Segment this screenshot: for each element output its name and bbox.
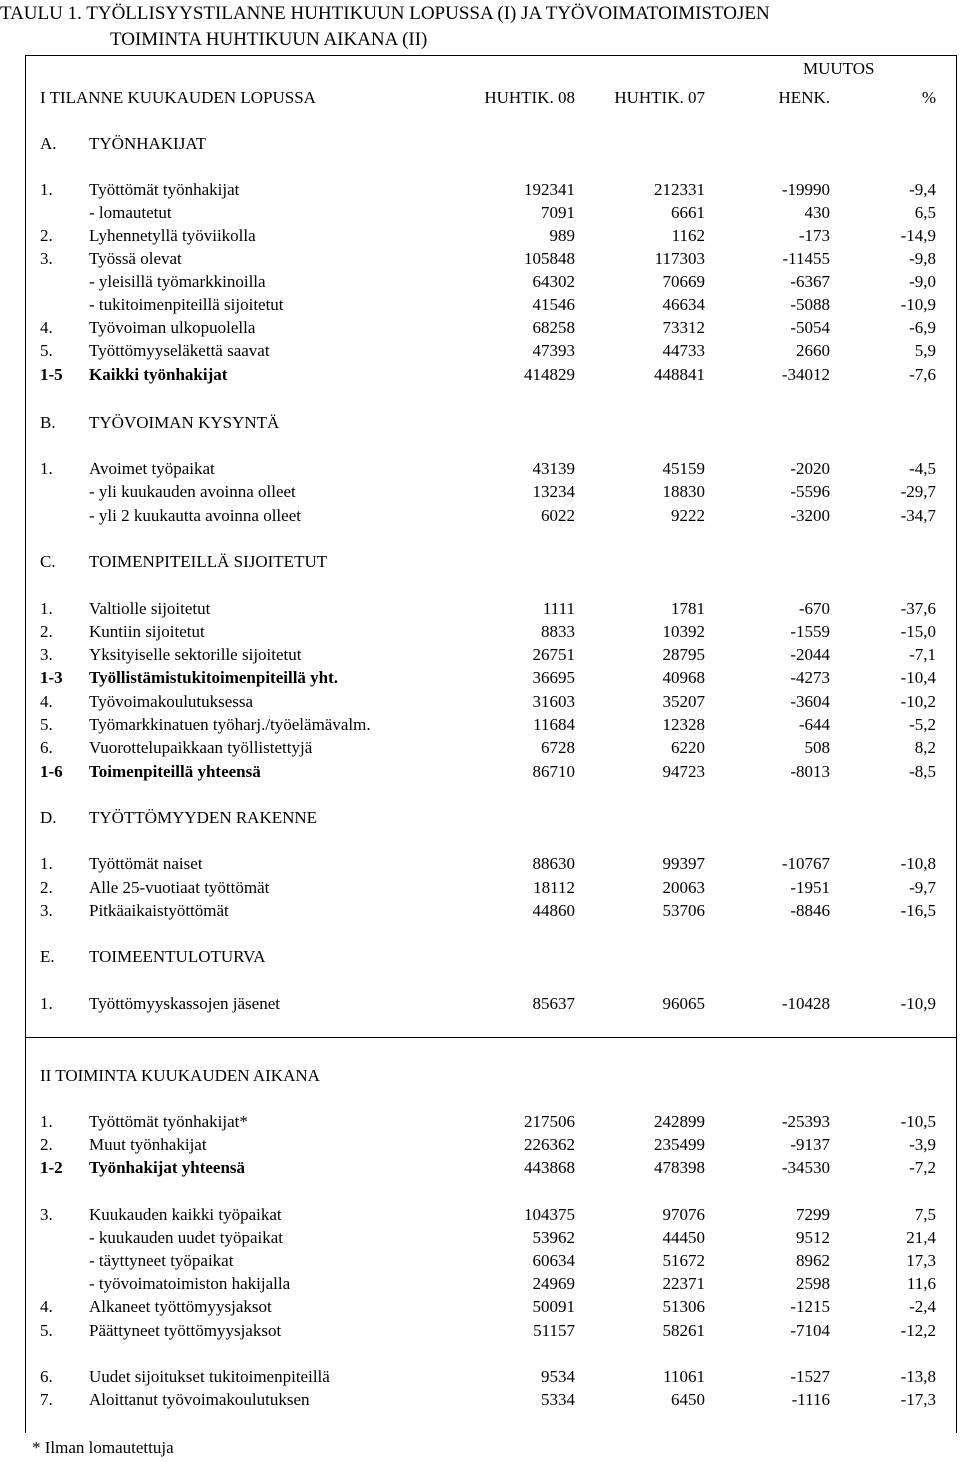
row-label: Työttömyyskassojen jäsenet bbox=[89, 994, 280, 1013]
cell-v4: 11,6 bbox=[906, 1274, 936, 1293]
row-label: Työttömyyseläkettä saavat bbox=[89, 341, 270, 360]
cell-v1: 13234 bbox=[532, 482, 575, 501]
cell-v4: 8,2 bbox=[914, 738, 936, 757]
cell-v4: -7,2 bbox=[909, 1158, 936, 1177]
section-c-num: C. bbox=[40, 552, 56, 571]
cell-v1: 24969 bbox=[532, 1274, 575, 1293]
cell-v3: -173 bbox=[798, 226, 830, 245]
cell-v1: 6022 bbox=[541, 506, 575, 525]
cell-v1: 68258 bbox=[532, 318, 575, 337]
row-label: - yleisillä työmarkkinoilla bbox=[89, 272, 266, 291]
cell-v2: 20063 bbox=[662, 878, 705, 897]
row-label: Työvoiman ulkopuolella bbox=[89, 318, 256, 337]
row-label: - tukitoimenpiteillä sijoitetut bbox=[89, 295, 284, 314]
cell-v2: 235499 bbox=[654, 1135, 705, 1154]
cell-v1: 36695 bbox=[532, 668, 575, 687]
cell-v2: 10392 bbox=[662, 622, 705, 641]
cell-v3: -1527 bbox=[790, 1367, 830, 1386]
cell-v4: 17,3 bbox=[906, 1251, 936, 1270]
row-number: 2. bbox=[40, 1135, 53, 1154]
cell-v1: 192341 bbox=[524, 180, 575, 199]
cell-v1: 443868 bbox=[524, 1158, 575, 1177]
cell-v3: -2020 bbox=[790, 459, 830, 478]
section-a-title: TYÖNHAKIJAT bbox=[89, 134, 207, 153]
cell-v1: 86710 bbox=[532, 762, 575, 781]
section-a-num: A. bbox=[40, 134, 57, 153]
cell-v4: -4,5 bbox=[909, 459, 936, 478]
cell-v2: 9222 bbox=[671, 506, 705, 525]
row-label: Kuukauden kaikki työpaikat bbox=[89, 1205, 282, 1224]
cell-v2: 212331 bbox=[654, 180, 705, 199]
row-label: Työssä olevat bbox=[89, 249, 182, 268]
row-label: Aloittanut työvoimakoulutuksen bbox=[89, 1390, 310, 1409]
row-number: 4. bbox=[40, 1297, 53, 1316]
row-label: Kaikki työnhakijat bbox=[89, 365, 228, 384]
cell-v4: -13,8 bbox=[900, 1367, 936, 1386]
header-col-2: HUHTIK. 07 bbox=[614, 88, 705, 107]
section-b-num: B. bbox=[40, 413, 56, 432]
row-number: 6. bbox=[40, 738, 53, 757]
cell-v4: -5,2 bbox=[909, 715, 936, 734]
cell-v1: 226362 bbox=[524, 1135, 575, 1154]
cell-v1: 8833 bbox=[541, 622, 575, 641]
row-label: Vuorottelupaikkaan työllistettyjä bbox=[89, 738, 313, 757]
cell-v1: 41546 bbox=[532, 295, 575, 314]
cell-v2: 242899 bbox=[654, 1112, 705, 1131]
cell-v3: 2660 bbox=[796, 341, 830, 360]
row-label: Alkaneet työttömyysjaksot bbox=[89, 1297, 272, 1316]
cell-v3: 2598 bbox=[796, 1274, 830, 1293]
cell-v2: 18830 bbox=[662, 482, 705, 501]
cell-v2: 96065 bbox=[662, 994, 705, 1013]
cell-v2: 70669 bbox=[662, 272, 705, 291]
cell-v4: -12,2 bbox=[900, 1321, 936, 1340]
cell-v3: -670 bbox=[798, 599, 830, 618]
row-label: Valtiolle sijoitetut bbox=[89, 599, 211, 618]
row-number: 1-2 bbox=[40, 1158, 63, 1177]
cell-v4: -17,3 bbox=[900, 1390, 936, 1409]
cell-v4: 21,4 bbox=[906, 1228, 936, 1247]
row-number: 7. bbox=[40, 1390, 53, 1409]
row-number: 2. bbox=[40, 622, 53, 641]
cell-v2: 44450 bbox=[662, 1228, 705, 1247]
cell-v1: 51157 bbox=[533, 1321, 575, 1340]
header-col-4: % bbox=[921, 88, 936, 107]
cell-v2: 11061 bbox=[663, 1367, 705, 1386]
cell-v4: -8,5 bbox=[909, 762, 936, 781]
cell-v4: -7,1 bbox=[909, 645, 936, 664]
section-d-title: TYÖTTÖMYYDEN RAKENNE bbox=[89, 808, 318, 827]
cell-v4: -10,9 bbox=[900, 295, 936, 314]
title-line-2: TOIMINTA HUHTIKUUN AIKANA (II) bbox=[110, 29, 428, 50]
cell-v3: -2044 bbox=[790, 645, 830, 664]
footnote: * Ilman lomautettuja bbox=[32, 1438, 174, 1457]
row-number: 1. bbox=[40, 1112, 53, 1131]
row-label: Muut työnhakijat bbox=[89, 1135, 207, 1154]
cell-v4: -9,0 bbox=[909, 272, 936, 291]
row-label: Työllistämistukitoimenpiteillä yht. bbox=[89, 668, 339, 687]
cell-v1: 85637 bbox=[532, 994, 575, 1013]
cell-v4: -15,0 bbox=[900, 622, 936, 641]
row-number: 1. bbox=[40, 854, 53, 873]
cell-v4: -10,5 bbox=[900, 1112, 936, 1131]
cell-v4: -10,4 bbox=[900, 668, 936, 687]
row-number: 5. bbox=[40, 715, 53, 734]
cell-v2: 97076 bbox=[662, 1205, 705, 1224]
cell-v1: 43139 bbox=[532, 459, 575, 478]
cell-v2: 6220 bbox=[671, 738, 705, 757]
row-number: 1. bbox=[40, 599, 53, 618]
row-label: - täyttyneet työpaikat bbox=[89, 1251, 234, 1270]
cell-v2: 94723 bbox=[662, 762, 705, 781]
cell-v2: 28795 bbox=[662, 645, 705, 664]
row-label: Työmarkkinatuen työharj./työelämävalm. bbox=[89, 715, 371, 734]
cell-v3: -34530 bbox=[781, 1158, 830, 1177]
row-label: Uudet sijoitukset tukitoimenpiteillä bbox=[89, 1367, 330, 1386]
cell-v4: 6,5 bbox=[914, 203, 936, 222]
cell-v4: -10,8 bbox=[900, 854, 936, 873]
row-number: 2. bbox=[40, 226, 53, 245]
cell-v1: 60634 bbox=[532, 1251, 575, 1270]
cell-v2: 1162 bbox=[671, 226, 705, 245]
cell-v2: 73312 bbox=[662, 318, 705, 337]
cell-v4: -16,5 bbox=[900, 901, 936, 920]
cell-v4: -10,9 bbox=[900, 994, 936, 1013]
cell-v1: 88630 bbox=[532, 854, 575, 873]
cell-v3: -9137 bbox=[790, 1135, 830, 1154]
cell-v3: 7299 bbox=[796, 1205, 830, 1224]
cell-v3: -10767 bbox=[781, 854, 830, 873]
cell-v2: 58261 bbox=[662, 1321, 705, 1340]
cell-v1: 11684 bbox=[533, 715, 575, 734]
row-label: Toimenpiteillä yhteensä bbox=[89, 762, 261, 781]
cell-v1: 5334 bbox=[541, 1390, 575, 1409]
section-1-title: I TILANNE KUUKAUDEN LOPUSSA bbox=[40, 88, 316, 107]
cell-v1: 53962 bbox=[532, 1228, 575, 1247]
cell-v3: -1559 bbox=[790, 622, 830, 641]
cell-v2: 44733 bbox=[662, 341, 705, 360]
cell-v3: -6367 bbox=[790, 272, 830, 291]
row-number: 4. bbox=[40, 692, 53, 711]
cell-v4: -37,6 bbox=[900, 599, 936, 618]
cell-v4: -10,2 bbox=[900, 692, 936, 711]
cell-v1: 989 bbox=[549, 226, 575, 245]
cell-v2: 12328 bbox=[662, 715, 705, 734]
cell-v3: -19990 bbox=[781, 180, 830, 199]
cell-v2: 448841 bbox=[654, 365, 705, 384]
row-number: 3. bbox=[40, 1205, 53, 1224]
row-number: 2. bbox=[40, 878, 53, 897]
cell-v2: 1781 bbox=[671, 599, 705, 618]
cell-v2: 53706 bbox=[662, 901, 705, 920]
cell-v3: 9512 bbox=[796, 1228, 830, 1247]
row-number: 1-6 bbox=[40, 762, 63, 781]
cell-v1: 50091 bbox=[532, 1297, 575, 1316]
cell-v2: 51306 bbox=[662, 1297, 705, 1316]
cell-v2: 51672 bbox=[662, 1251, 705, 1270]
row-number: 5. bbox=[40, 341, 53, 360]
section-e-title: TOIMEENTULOTURVA bbox=[89, 947, 266, 966]
cell-v3: -1951 bbox=[790, 878, 830, 897]
cell-v3: -4273 bbox=[790, 668, 830, 687]
cell-v4: 5,9 bbox=[914, 341, 936, 360]
cell-v1: 7091 bbox=[541, 203, 575, 222]
cell-v3: -1116 bbox=[791, 1390, 830, 1409]
cell-v1: 26751 bbox=[532, 645, 575, 664]
cell-v1: 47393 bbox=[532, 341, 575, 360]
cell-v3: -644 bbox=[798, 715, 830, 734]
cell-v2: 6661 bbox=[671, 203, 705, 222]
cell-v4: -7,6 bbox=[909, 365, 936, 384]
cell-v4: -9,7 bbox=[909, 878, 936, 897]
cell-v2: 45159 bbox=[662, 459, 705, 478]
cell-v3: -5054 bbox=[790, 318, 830, 337]
cell-v1: 9534 bbox=[541, 1367, 575, 1386]
cell-v1: 217506 bbox=[524, 1112, 575, 1131]
cell-v3: 430 bbox=[804, 203, 830, 222]
cell-v1: 64302 bbox=[532, 272, 575, 291]
cell-v3: -10428 bbox=[781, 994, 830, 1013]
cell-v4: -2,4 bbox=[909, 1297, 936, 1316]
row-label: Lyhennetyllä työviikolla bbox=[89, 226, 256, 245]
row-label: - lomautetut bbox=[89, 203, 172, 222]
section-d-num: D. bbox=[40, 808, 57, 827]
header-col-1: HUHTIK. 08 bbox=[484, 88, 575, 107]
cell-v3: -3200 bbox=[790, 506, 830, 525]
cell-v3: -5596 bbox=[790, 482, 830, 501]
cell-v1: 104375 bbox=[524, 1205, 575, 1224]
row-label: Työttömät työnhakijat* bbox=[89, 1112, 248, 1131]
row-label: Pitkäaikaistyöttömät bbox=[89, 901, 229, 920]
cell-v4: -14,9 bbox=[900, 226, 936, 245]
row-number: 5. bbox=[40, 1321, 53, 1340]
cell-v1: 18112 bbox=[533, 878, 575, 897]
cell-v4: -34,7 bbox=[900, 506, 936, 525]
row-label: Kuntiin sijoitetut bbox=[89, 622, 205, 641]
section-b-title: TYÖVOIMAN KYSYNTÄ bbox=[89, 413, 280, 432]
cell-v1: 414829 bbox=[524, 365, 575, 384]
header-col-3: HENK. bbox=[778, 88, 830, 107]
row-number: 3. bbox=[40, 645, 53, 664]
cell-v2: 117303 bbox=[654, 249, 705, 268]
cell-v3: -25393 bbox=[781, 1112, 830, 1131]
cell-v2: 35207 bbox=[662, 692, 705, 711]
row-number: 4. bbox=[40, 318, 53, 337]
cell-v1: 1111 bbox=[542, 599, 575, 618]
cell-v4: -9,8 bbox=[909, 249, 936, 268]
row-number: 1-5 bbox=[40, 365, 63, 384]
row-number: 1. bbox=[40, 459, 53, 478]
header-muutos: MUUTOS bbox=[803, 59, 875, 78]
cell-v2: 99397 bbox=[662, 854, 705, 873]
cell-v2: 6450 bbox=[671, 1390, 705, 1409]
row-label: - kuukauden uudet työpaikat bbox=[89, 1228, 284, 1247]
row-label: Alle 25-vuotiaat työttömät bbox=[89, 878, 270, 897]
cell-v4: -6,9 bbox=[909, 318, 936, 337]
cell-v3: -8013 bbox=[790, 762, 830, 781]
cell-v3: -34012 bbox=[781, 365, 830, 384]
cell-v1: 6728 bbox=[541, 738, 575, 757]
cell-v3: -7104 bbox=[790, 1321, 830, 1340]
cell-v2: 22371 bbox=[662, 1274, 705, 1293]
cell-v4: 7,5 bbox=[914, 1205, 936, 1224]
row-label: Työvoimakoulutuksessa bbox=[89, 692, 254, 711]
row-label: Työttömät työnhakijat bbox=[89, 180, 240, 199]
cell-v2: 478398 bbox=[654, 1158, 705, 1177]
row-label: Avoimet työpaikat bbox=[89, 459, 215, 478]
cell-v2: 40968 bbox=[662, 668, 705, 687]
cell-v1: 31603 bbox=[532, 692, 575, 711]
cell-v3: -1215 bbox=[790, 1297, 830, 1316]
cell-v3: 508 bbox=[804, 738, 830, 757]
row-label: Työttömät naiset bbox=[89, 854, 203, 873]
cell-v2: 46634 bbox=[662, 295, 705, 314]
row-number: 6. bbox=[40, 1367, 53, 1386]
title-line-1: TAULU 1. TYÖLLISYYSTILANNE HUHTIKUUN LOPUSSA (I) JA TYÖVOIMATOIMISTOJEN bbox=[0, 3, 770, 24]
cell-v4: -29,7 bbox=[900, 482, 936, 501]
row-label: - yli 2 kuukautta avoinna olleet bbox=[89, 506, 301, 525]
cell-v4: -3,9 bbox=[909, 1135, 936, 1154]
cell-v1: 44860 bbox=[532, 901, 575, 920]
row-label: - yli kuukauden avoinna olleet bbox=[89, 482, 296, 501]
row-number: 3. bbox=[40, 901, 53, 920]
cell-v3: -8846 bbox=[790, 901, 830, 920]
cell-v1: 105848 bbox=[524, 249, 575, 268]
cell-v4: -9,4 bbox=[909, 180, 936, 199]
row-number: 1. bbox=[40, 180, 53, 199]
row-label: - työvoimatoimiston hakijalla bbox=[89, 1274, 291, 1293]
row-number: 3. bbox=[40, 249, 53, 268]
section-e-num: E. bbox=[40, 947, 55, 966]
cell-v3: -11455 bbox=[782, 249, 830, 268]
row-number: 1. bbox=[40, 994, 53, 1013]
cell-v3: -5088 bbox=[790, 295, 830, 314]
row-number: 1-3 bbox=[40, 668, 63, 687]
section-divider bbox=[25, 1037, 957, 1038]
section-2-title: II TOIMINTA KUUKAUDEN AIKANA bbox=[40, 1066, 320, 1085]
row-label: Työnhakijat yhteensä bbox=[89, 1158, 246, 1177]
row-label: Päättyneet työttömyysjaksot bbox=[89, 1321, 282, 1340]
cell-v3: 8962 bbox=[796, 1251, 830, 1270]
cell-v3: -3604 bbox=[790, 692, 830, 711]
section-c-title: TOIMENPITEILLÄ SIJOITETUT bbox=[89, 552, 328, 571]
row-label: Yksityiselle sektorille sijoitetut bbox=[89, 645, 302, 664]
